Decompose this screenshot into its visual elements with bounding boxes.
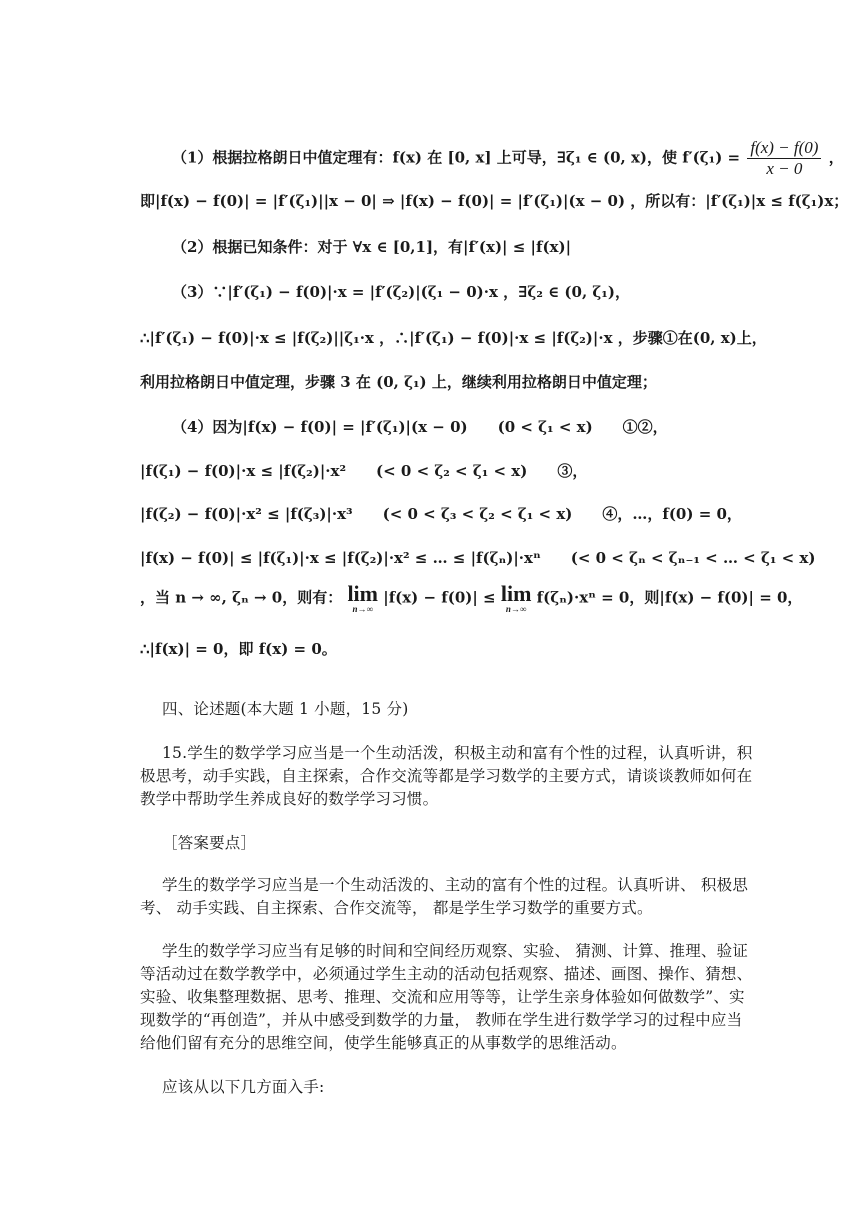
paragraph-2-line-3: 实验、收集整理数据、思考、推理、交流和应用等等，让学生亲身体验如何做数学”、实 [140, 988, 745, 1006]
math-line-11-a: ，当 n → ∞, ζₙ → 0，则有： [140, 588, 343, 607]
question-15-line-2: 极思考，动手实践，自主探索，合作交流等都是学习数学的主要方式，请谈谈教师如何在 [140, 767, 753, 785]
math-line-9: |f(ζ₂) − f(0)|·x² ≤ |f(ζ₃)|·x³ (< 0 < ζ₃ < ζ₂ < ζ₁ < x) ④，…，f(0) = 0， [140, 505, 742, 523]
limit-subscript-2: n→∞ [505, 604, 527, 614]
fraction-numerator: f(x) − f(0) [747, 138, 821, 159]
paragraph-1-line-2: 考、 动手实践、自主探索、合作交流等， 都是学生学习数学的重要方式。 [140, 899, 653, 917]
math-line-11-c: f(ζₙ)·xⁿ = 0，则|f(x) − f(0)| = 0， [536, 588, 803, 607]
limit-subscript: n→∞ [352, 604, 373, 614]
limit-label-2: lim [500, 581, 532, 606]
section-heading: 四、论述题(本大题 1 小题，15 分) [162, 700, 409, 718]
fraction [747, 138, 821, 179]
math-line-1-end: ， [828, 148, 844, 167]
math-line-8: |f(ζ₁) − f(0)|·x ≤ |f(ζ₂)|·x² (< 0 < ζ₂ < ζ₁ < x) ③， [140, 462, 588, 480]
answer-label: ［答案要点］ [162, 834, 257, 852]
paragraph-1-line-1: 学生的数学学习应当是一个生动活泼的、主动的富有个性的过程。认真听讲、 积极思 [162, 876, 749, 894]
limit-symbol [347, 583, 378, 614]
math-line-7: （4）因为|f(x) − f(0)| = |f′(ζ₁)|(x − 0) (0 < ζ₁ < x) ①②， [172, 418, 668, 436]
question-15-line-1: 15.学生的数学学习应当是一个生动活泼，积极主动和富有个性的过程，认真听讲，积 [162, 744, 753, 762]
paragraph-3: 应该从以下几方面入手: [162, 1078, 325, 1096]
math-line-11 [140, 583, 802, 614]
math-line-1 [172, 138, 844, 179]
math-line-6: 利用拉格朗日中值定理，步骤 3 在 (0, ζ₁) 上，继续利用拉格朗日中值定理； [140, 373, 657, 391]
math-line-1-text: （1）根据拉格朗日中值定理有：f(x) 在 [0, x] 上可导，∃ζ₁ ∈ (0, x)，使 f′(ζ₁) = [172, 148, 741, 167]
limit-label: lim [347, 581, 378, 606]
math-line-4: （3）∵|f′(ζ₁) − f(0)|·x = |f′(ζ₂)|(ζ₁ − 0)·x ，∃ζ₂ ∈ (0, ζ₁)， [172, 283, 630, 301]
math-line-3: （2）根据已知条件：对于 ∀x ∈ [0,1]，有|f′(x)| ≤ |f(x)| [172, 238, 572, 256]
math-line-12: ∴|f(x)| = 0，即 f(x) = 0。 [140, 640, 337, 658]
math-line-11-b: |f(x) − f(0)| ≤ [383, 588, 496, 607]
limit-symbol-2 [501, 583, 532, 614]
paragraph-2-line-2: 等活动过在数学教学中，必须通过学生主动的活动包括观察、描述、画图、操作、猜想、 [140, 965, 753, 983]
paragraph-2-line-1: 学生的数学学习应当有足够的时间和空间经历观察、实验、 猜测、计算、推理、验证 [162, 942, 749, 960]
math-line-2: 即|f(x) − f(0)| = |f′(ζ₁)||x − 0| ⇒ |f(x) − f(0)| = |f′(ζ₁)|(x − 0) ，所以有：|f′(ζ₁)|x ≤ f(ζ₁)x； [140, 192, 849, 210]
question-15-line-3: 教学中帮助学生养成良好的数学学习习惯。 [140, 790, 439, 808]
math-line-5: ∴|f′(ζ₁) − f(0)|·x ≤ |f(ζ₂)||ζ₁·x ，∴|f′(ζ₁) − f(0)|·x ≤ |f(ζ₂)|·x ，步骤①在(0, x)上， [140, 329, 767, 347]
fraction-denominator: x − 0 [766, 159, 803, 178]
paragraph-2-line-4: 现数学的“再创造”，并从中感受到数学的力量， 教师在学生进行数学学习的过程中应当 [140, 1011, 743, 1029]
math-line-10: |f(x) − f(0)| ≤ |f(ζ₁)|·x ≤ |f(ζ₂)|·x² ≤ … ≤ |f(ζₙ)|·xⁿ (< 0 < ζₙ < ζₙ₋₁ < … < ζ₁ < x) [140, 549, 816, 567]
paragraph-2-line-5: 给他们留有充分的思维空间，使学生能够真正的从事数学的思维活动。 [140, 1034, 627, 1052]
